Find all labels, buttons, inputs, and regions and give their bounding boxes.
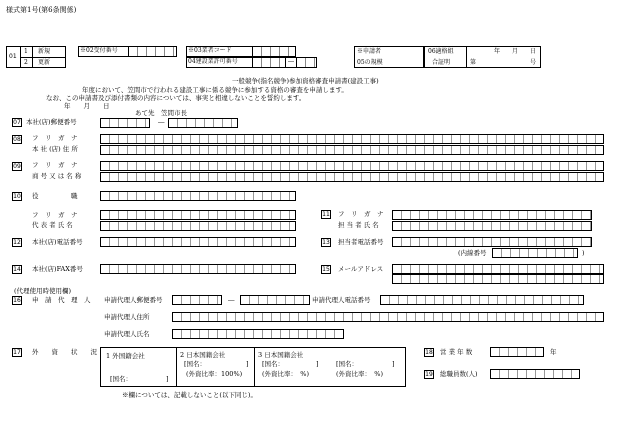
opt-new-label[interactable]: 新規: [38, 48, 51, 55]
row-15-num: 15: [322, 266, 330, 273]
union-day: 日: [530, 48, 537, 55]
row-10-label: 役 職: [32, 192, 78, 200]
row-13-num: 13: [322, 239, 330, 246]
row-11-num: 11: [322, 211, 330, 218]
row-08-num: 08: [13, 136, 21, 143]
row-09-kana: フ リ ガ ナ: [32, 161, 78, 169]
capital-opt2-country: [国名：: [184, 360, 207, 368]
opt-renew-num: 2: [24, 59, 28, 66]
extension-cells[interactable]: [492, 248, 578, 258]
row-14-num: 14: [13, 266, 21, 273]
postal-sep: ―: [158, 118, 165, 126]
agent-address-label: 申請代理人住所: [104, 313, 150, 321]
row-11-label: 担 当 者 氏 名: [338, 221, 379, 229]
capital-opt1-close: ]: [166, 375, 169, 383]
row-18-label: 営 業 年 数: [440, 348, 473, 356]
vendor-code-cells[interactable]: [252, 46, 296, 57]
row-16-label: 申 請 代 理 人: [32, 296, 91, 304]
license-number-cells-a[interactable]: [252, 57, 286, 68]
capital-opt1-country: [国名：: [110, 375, 133, 383]
intro-line-2: なお、この申請書及び添付書類の内容については、事実と相違しないことを誓約します。: [46, 94, 306, 102]
opt-new-num: 1: [24, 48, 28, 55]
capital-opt2-ratio: (外資比率：100%): [186, 370, 243, 378]
company-kana-cells[interactable]: [100, 161, 604, 171]
row-08-kana: フ リ ガ ナ: [32, 134, 78, 142]
rep-kana-label: フ リ ガ ナ: [32, 211, 78, 219]
row-13-label: 担当者電話番号: [338, 238, 384, 246]
rep-name-cells[interactable]: [100, 221, 296, 231]
capital-opt3-a-country: [国名：: [262, 360, 285, 368]
contact-name-cells[interactable]: [392, 221, 592, 231]
form-title: 様式第1号(第6条関係): [6, 6, 77, 14]
extension-label: (内線番号: [458, 249, 487, 257]
agent-postal-a[interactable]: [172, 295, 222, 305]
years-unit: 年: [550, 348, 557, 356]
license-number-cells-b[interactable]: [296, 57, 317, 68]
row-12-num: 12: [13, 239, 21, 246]
agent-section-title: (代理使用時使用欄): [14, 287, 72, 295]
header-section-num: 01: [9, 53, 17, 60]
union-label-b: 合証明: [432, 59, 451, 66]
extension-close: ): [582, 249, 585, 257]
vendor-code-label: ※03業者コード: [188, 47, 232, 54]
capital-opt2[interactable]: 2 日本国籍会社: [180, 351, 226, 359]
capital-opt3-b-close: ]: [392, 360, 395, 368]
rep-kana-cells[interactable]: [100, 210, 296, 220]
row-17-num: 17: [13, 349, 21, 356]
agent-name-label: 申請代理人氏名: [104, 330, 150, 338]
intro-line-1: 年度において、笠間市で行われる建設工事に係る競争に参加する資格の審査を申請します。: [82, 86, 348, 94]
capital-opt3-b-country: [国名：: [336, 360, 359, 368]
agent-postal-sep: ―: [228, 296, 235, 304]
union-month: 月: [512, 48, 519, 55]
union-dai: 第: [470, 59, 477, 66]
receipt-number-cells[interactable]: [128, 46, 177, 57]
row-17-label: 外 資 状 況: [32, 348, 97, 356]
capital-opt3[interactable]: 3 日本国籍会社: [258, 351, 304, 359]
license-number-label: 04建設業許可番号: [188, 58, 238, 65]
row-14-label: 本社(店)FAX番号: [32, 265, 83, 273]
phone-cells[interactable]: [100, 237, 296, 247]
row-19-num: 19: [425, 371, 433, 378]
agent-address-cells[interactable]: [172, 312, 604, 322]
scale-label: 05の規模: [357, 59, 383, 66]
row-09-num: 09: [13, 163, 21, 170]
position-cells[interactable]: [100, 191, 296, 201]
application-date: 年 月 日: [64, 102, 110, 110]
agent-phone-label: 申請代理人電話番号: [312, 296, 371, 304]
contact-kana-cells[interactable]: [392, 210, 592, 220]
receipt-number-label: ※02受付番号: [80, 47, 118, 54]
capital-opt1[interactable]: 1 外国籍会社: [106, 352, 145, 360]
row-19-label: 総職員数(人): [440, 370, 478, 378]
address-kana-cells[interactable]: [100, 134, 604, 144]
agent-postal-label: 申請代理人郵便番号: [104, 296, 163, 304]
row-10-num: 10: [13, 193, 21, 200]
agent-name-cells[interactable]: [172, 329, 344, 339]
row-07-label: 本社(店)郵便番号: [26, 118, 77, 126]
row-16-num: 16: [13, 297, 21, 304]
addressee: あて先 笠間市長: [135, 109, 187, 117]
address-cells[interactable]: [100, 145, 604, 155]
agent-phone-cells[interactable]: [380, 295, 584, 305]
email-cells-2[interactable]: [392, 274, 604, 284]
union-year: 年: [494, 48, 501, 55]
capital-opt3-b-ratio: (外資比率： %): [336, 370, 383, 378]
fax-cells[interactable]: [100, 264, 296, 274]
license-sep: ―: [288, 58, 294, 65]
doc-heading: 一般競争(指名競争)参加資格審査申請書(建設工事): [232, 77, 379, 85]
row-12-label: 本社(店)電話番号: [32, 238, 83, 246]
postal-code-a[interactable]: [100, 118, 150, 128]
union-go: 号: [530, 59, 537, 66]
total-staff-cells[interactable]: [490, 369, 580, 379]
capital-opt2-close: ]: [246, 360, 249, 368]
opt-renew-label[interactable]: 更新: [38, 59, 51, 66]
row-15-label: メールアドレス: [338, 265, 384, 273]
capital-opt3-a-close: ]: [316, 360, 319, 368]
contact-phone-cells[interactable]: [392, 237, 592, 247]
row-09-label: 商 号 又 は 名 称: [32, 172, 82, 180]
footnote: ※欄については、記載しないこと(以下同じ)。: [122, 391, 257, 399]
agent-postal-b[interactable]: [240, 295, 310, 305]
email-cells-1[interactable]: [392, 264, 604, 274]
company-name-cells[interactable]: [100, 172, 604, 182]
postal-code-b[interactable]: [168, 118, 238, 128]
union-label: 06適格組: [428, 48, 454, 55]
row-18-num: 18: [425, 349, 433, 356]
applicant-type-label: ※申請者: [357, 48, 382, 55]
rep-name-label: 代 表 者 氏 名: [32, 221, 73, 229]
capital-opt3-a-ratio: (外資比率： %): [262, 370, 309, 378]
row-08-label: 本 社 (店) 住 所: [32, 145, 78, 153]
years-in-business-cells[interactable]: [490, 347, 544, 357]
capital-status-box: [100, 347, 406, 387]
row-07-num: 07: [13, 119, 21, 126]
row-11-kana: フ リ ガ ナ: [338, 210, 384, 218]
